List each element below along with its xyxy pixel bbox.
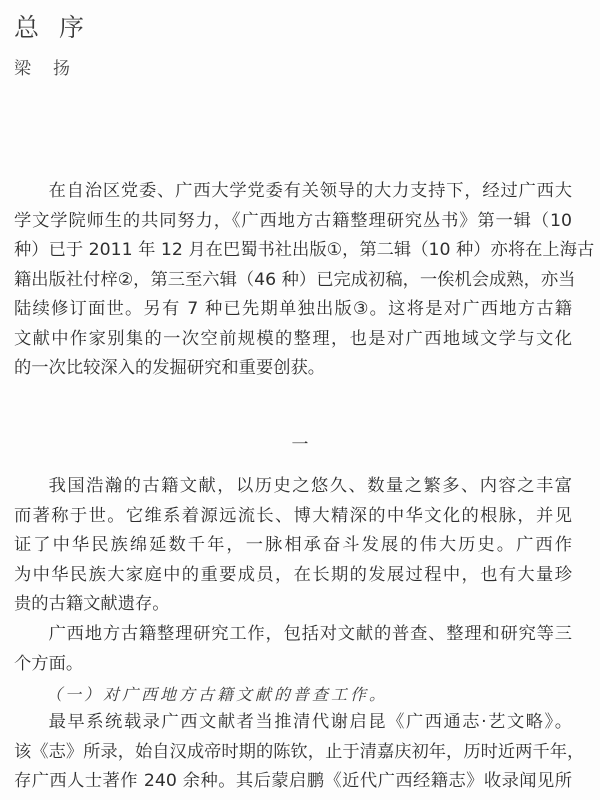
author-name: 梁扬 xyxy=(14,59,92,79)
section-one-paragraph-3 xyxy=(14,708,585,797)
text-line: 贵的古籍文献遗存。 xyxy=(14,594,170,614)
text-line: 证了中华民族绵延数千年，一脉相承奋斗发展的伟大历史。广西作 xyxy=(14,535,572,555)
text-line: 个方面。 xyxy=(14,653,84,674)
text-line: 最早系统载录广西文献者当推清代谢启昆《广西通志·艺文略》。 xyxy=(48,712,572,732)
text-line: 为中华民族大家庭中的重要成员，在长期的发展过程中，也有大量珍 xyxy=(14,564,572,585)
text-line: 而著称于世。它维系着源远流长、博大精深的中华文化的根脉，并见 xyxy=(14,505,572,526)
text-line: 陆续修订面世。另有 7 种已先期单独出版③。这将是对广西地方古籍 xyxy=(14,299,572,319)
text-line: 籍出版社付梓②，第三至六辑（46 种）已完成初稿，一俟机会成熟，亦当 xyxy=(14,269,576,290)
subheading: （一）对广西地方古籍文献的普查工作。 xyxy=(46,685,389,704)
subheading-block xyxy=(14,680,572,710)
text-line: 文献中作家别集的一次空前规模的整理，也是对广西地域文学与文化 xyxy=(14,328,572,349)
section-one-paragraph-1 xyxy=(14,472,572,620)
page-title: 总序 xyxy=(14,13,105,42)
text-line: 存广西人士著作 240 余种。其后蒙启鹏《近代广西经籍志》收录闻见所 xyxy=(14,771,572,791)
text-line: 的一次比较深入的发掘研究和重要创获。 xyxy=(14,358,326,378)
text-line: 在自治区党委、广西大学党委有关领导的大力支持下，经过广西大 xyxy=(48,181,572,201)
section-number: 一 xyxy=(291,435,309,455)
intro-paragraph xyxy=(14,177,595,384)
text-line: 该《志》所录，始自汉成帝时期的陈钦，止于清嘉庆初年，历时近两千年， xyxy=(14,741,585,762)
text-line: 种）已于 2011 年 12 月在巴蜀书社出版①，第二辑（10 种）亦将在上海古 xyxy=(14,240,595,260)
text-line: 广西地方古籍整理研究工作，包括对文献的普查、整理和研究等三 xyxy=(48,624,572,644)
section-one-paragraph-2 xyxy=(14,620,572,679)
text-line: 我国浩瀚的古籍文献，以历史之悠久、数量之繁多、内容之丰富 xyxy=(48,476,572,496)
text-line: 学文学院师生的共同努力，《广西地方古籍整理研究丛书》第一辑（10 xyxy=(14,210,572,231)
